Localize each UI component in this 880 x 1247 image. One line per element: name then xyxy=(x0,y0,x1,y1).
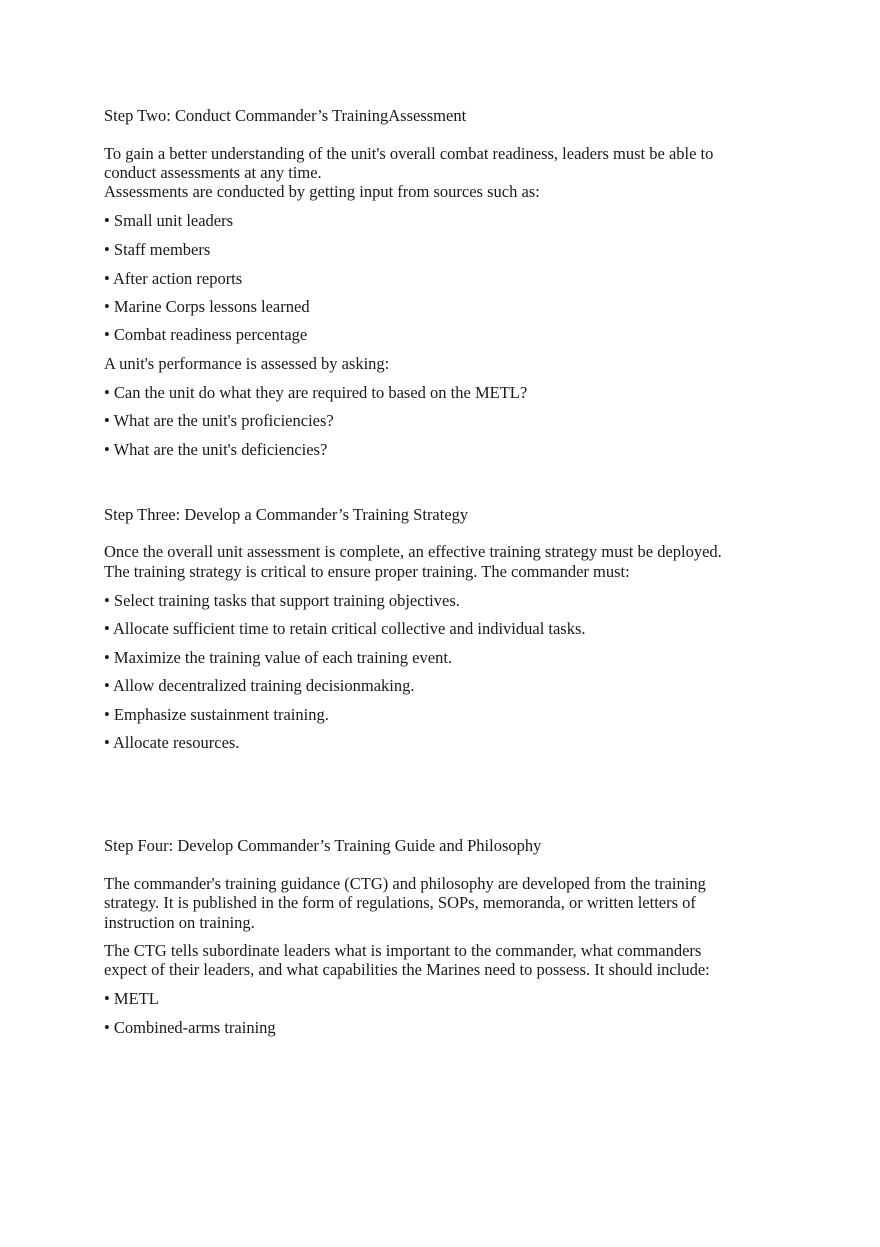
list-item: • Emphasize sustainment training. xyxy=(104,705,329,724)
step-four-para2-line2: expect of their leaders, and what capabilities the Marines need to possess. It should include: xyxy=(104,960,710,979)
list-item: • Allow decentralized training decisionmaking. xyxy=(104,676,415,695)
list-item: • Marine Corps lessons learned xyxy=(104,297,310,316)
list-item: • Select training tasks that support training objectives. xyxy=(104,591,460,610)
list-item: • Allocate resources. xyxy=(104,733,240,752)
list-item: • What are the unit's proficiencies? xyxy=(104,411,334,430)
step-three-para1-line2: The training strategy is critical to ensure proper training. The commander must: xyxy=(104,562,630,581)
step-four-para1-line2: strategy. It is published in the form of regulations, SOPs, memoranda, or written letters of xyxy=(104,893,696,912)
step-two-para1-line1: To gain a better understanding of the unit's overall combat readiness, leaders must be able to xyxy=(104,144,714,163)
list-item: • Small unit leaders xyxy=(104,211,234,230)
step-three-para1-line1: Once the overall unit assessment is complete, an effective training strategy must be deployed. xyxy=(104,542,722,561)
list-item: • Can the unit do what they are required to based on the METL? xyxy=(104,383,528,402)
list-item: • Combined-arms training xyxy=(104,1018,276,1037)
step-four-heading: Step Four: Develop Commander’s Training Guide and Philosophy xyxy=(104,836,542,855)
list-item: • Combat readiness percentage xyxy=(104,325,308,344)
step-four-para1-line3: instruction on training. xyxy=(104,913,255,932)
list-item: • Allocate sufficient time to retain critical collective and individual tasks. xyxy=(104,619,586,638)
step-two-heading: Step Two: Conduct Commander’s TrainingAssessment xyxy=(104,106,467,125)
list-item: • Staff members xyxy=(104,240,211,259)
list-item: • What are the unit's deficiencies? xyxy=(104,440,328,459)
list-item: • Maximize the training value of each training event. xyxy=(104,648,453,667)
step-three-heading: Step Three: Develop a Commander’s Training Strategy xyxy=(104,505,469,524)
step-two-para2: Assessments are conducted by getting input from sources such as: xyxy=(104,182,540,201)
list-item: • METL xyxy=(104,989,159,1008)
list-item: • After action reports xyxy=(104,269,243,288)
step-four-para2-line1: The CTG tells subordinate leaders what is important to the commander, what commanders xyxy=(104,941,702,960)
step-two-para1-line2: conduct assessments at any time. xyxy=(104,163,322,182)
step-four-para1-line1: The commander's training guidance (CTG) and philosophy are developed from the training xyxy=(104,874,706,893)
step-two-para3: A unit's performance is assessed by asking: xyxy=(104,354,390,373)
